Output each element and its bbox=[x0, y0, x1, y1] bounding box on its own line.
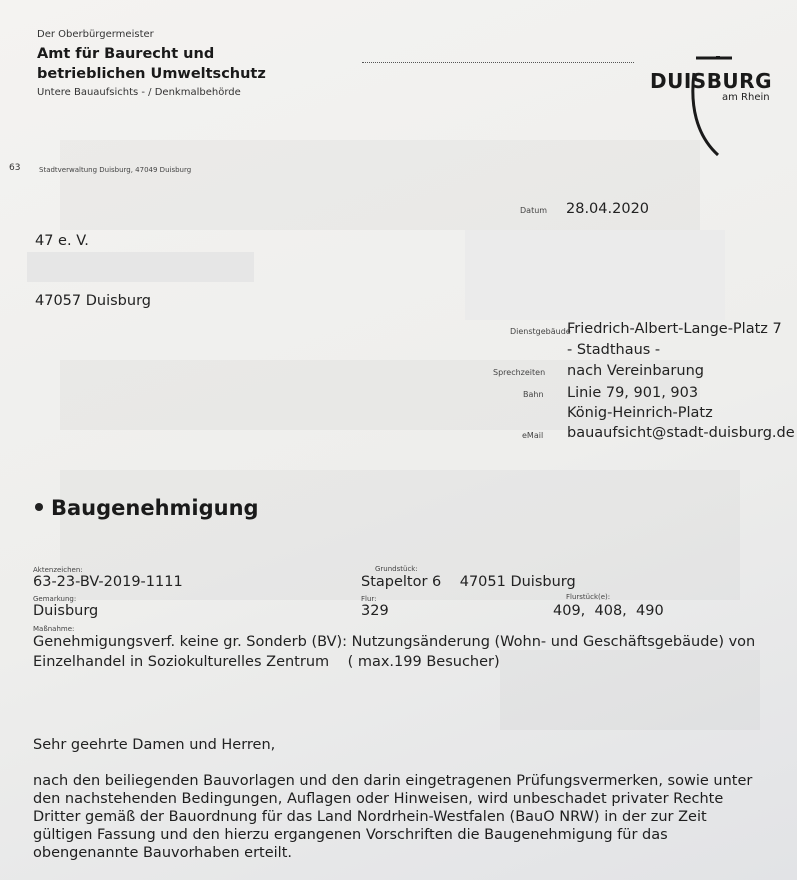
city-logo-subtitle: am Rhein bbox=[722, 92, 770, 103]
date-value: 28.04.2020 bbox=[566, 201, 650, 217]
recipient-city: 47057 Duisburg bbox=[35, 293, 151, 309]
contact-hours-value: nach Vereinbarung bbox=[567, 363, 704, 379]
show-through-block bbox=[500, 650, 760, 730]
document-title-text: Baugenehmigung bbox=[51, 496, 259, 520]
parcels-value: 409, 408, 490 bbox=[553, 603, 664, 619]
date-label: Datum bbox=[520, 206, 548, 215]
measure-label: Maßnahme: bbox=[33, 625, 75, 633]
file-number-value: 63-23-BV-2019-1111 bbox=[33, 574, 183, 590]
district-value: Duisburg bbox=[33, 603, 99, 619]
contact-label-building: Dienstgebäude bbox=[510, 327, 571, 336]
parcel-area-label: Flur: bbox=[361, 595, 377, 603]
parcel-area-value: 329 bbox=[361, 603, 389, 619]
contact-label-train: Bahn bbox=[523, 390, 544, 399]
authority-label: Untere Bauaufsichts - / Denkmalbehörde bbox=[37, 87, 241, 98]
office-title-line1: Amt für Baurecht und bbox=[37, 46, 215, 62]
sender-line: Stadtverwaltung Duisburg, 47049 Duisburg bbox=[39, 166, 192, 174]
contact-train-line2: König-Heinrich-Platz bbox=[567, 405, 713, 421]
contact-train-line1: Linie 79, 901, 903 bbox=[567, 385, 699, 401]
contact-building-line1: Friedrich-Albert-Lange-Platz 7 bbox=[567, 321, 782, 337]
body-line: den nachstehenden Bedingungen, Auflagen oder Hinweisen, wird unbeschadet privater Rechte bbox=[33, 791, 724, 807]
salutation: Sehr geehrte Damen und Herren, bbox=[33, 737, 276, 753]
bullet-icon bbox=[35, 503, 43, 511]
logo-swoosh-icon bbox=[636, 55, 786, 165]
city-logo bbox=[636, 55, 786, 165]
parcels-label: Flurstück(e): bbox=[566, 593, 611, 601]
measure-line1: Genehmigungsverf. keine gr. Sonderb (BV): Nutzungsänderung (Wohn- und Geschäftsgebäude) von bbox=[33, 634, 756, 650]
recipient-name: 47 e. V. bbox=[35, 233, 89, 249]
property-value: Stapeltor 6 47051 Duisburg bbox=[361, 574, 576, 590]
document-title bbox=[35, 496, 259, 520]
body-paragraph bbox=[33, 772, 752, 862]
contact-label-email: eMail bbox=[522, 431, 544, 440]
redacted-street bbox=[27, 252, 254, 282]
measure-line2: Einzelhandel in Soziokulturelles Zentrum ( max.199 Besucher) bbox=[33, 654, 500, 670]
body-line: gültigen Fassung und den hierzu ergangenen Vorschriften die Baugenehmigung für das bbox=[33, 827, 668, 843]
mayor-label: Der Oberbürgermeister bbox=[37, 29, 154, 40]
office-title-line2: betrieblichen Umweltschutz bbox=[37, 66, 266, 82]
body-line: nach den beiliegenden Bauvorlagen und den darin eingetragenen Prüfungsvermerken, sowie unter bbox=[33, 773, 753, 789]
city-logo-wordmark: DUISBURG bbox=[650, 69, 772, 93]
redacted-contact bbox=[465, 230, 725, 320]
property-label: Grundstück: bbox=[375, 565, 418, 573]
district-label: Gemarkung: bbox=[33, 595, 77, 603]
header-dotted-rule bbox=[362, 62, 634, 63]
file-number-label: Aktenzeichen: bbox=[33, 566, 83, 574]
contact-building-line2: - Stadthaus - bbox=[567, 342, 661, 358]
sender-code: 63 bbox=[9, 163, 21, 173]
body-line: Dritter gemäß der Bauordnung für das Land Nordrhein-Westfalen (BauO NRW) in der zur Zeit bbox=[33, 809, 707, 825]
contact-label-hours: Sprechzeiten bbox=[493, 368, 546, 377]
contact-email-value: bauaufsicht@stadt-duisburg.de bbox=[567, 425, 795, 441]
body-line: obengenannte Bauvorhaben erteilt. bbox=[33, 845, 293, 861]
